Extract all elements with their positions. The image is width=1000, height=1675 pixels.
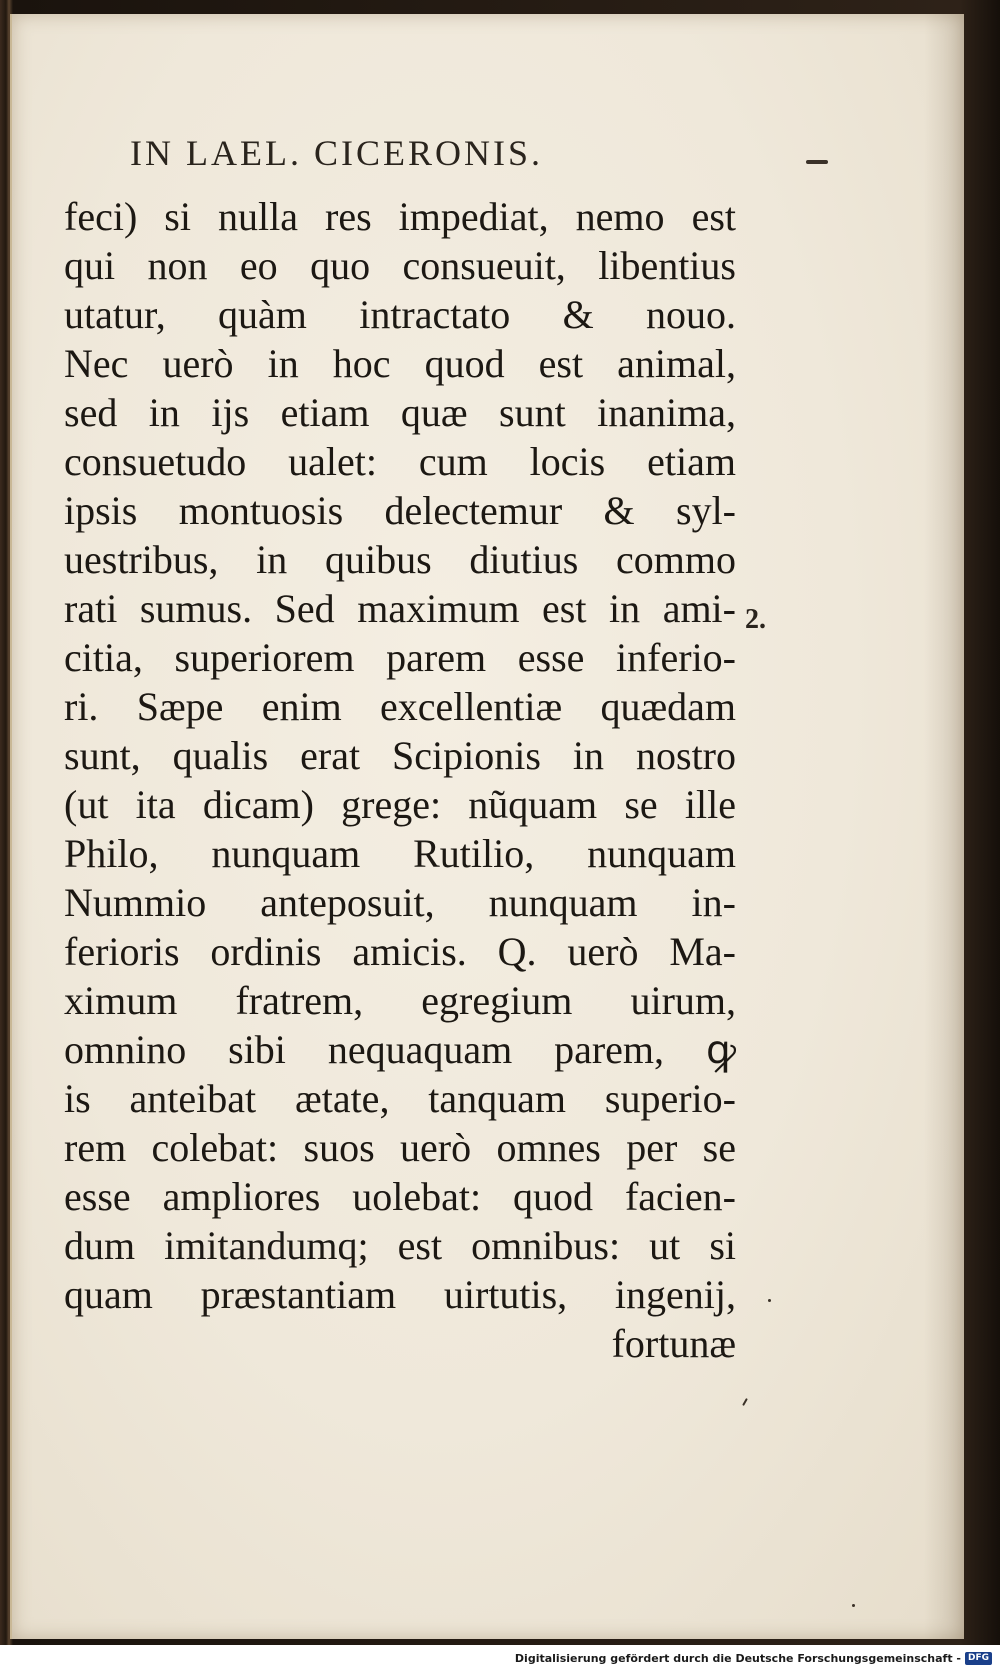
- text-block: [64, 192, 736, 1368]
- text-line: feci) si nulla res impediat, nemo est: [64, 194, 736, 239]
- text-line: esse ampliores uolebat: quod facien-: [64, 1174, 736, 1219]
- book-page: [10, 14, 964, 1639]
- text-line: Philo, nunquam Rutilio, nunquam: [64, 831, 736, 876]
- catchword: fortunæ: [611, 1321, 736, 1366]
- text-line: is anteibat ætate, tanquam superio-: [64, 1076, 736, 1121]
- ink-speck: [768, 1299, 771, 1302]
- text-line: Nec uerò in hoc quod est animal,: [64, 341, 736, 386]
- text-line: citia, superiorem parem esse inferio-: [64, 635, 736, 680]
- text-line: dum imitandumq; est omnibus: ut si: [64, 1223, 736, 1268]
- text-line: consuetudo ualet: cum locis etiam: [64, 439, 736, 484]
- text-line: uestribus, in quibus diutius commo: [64, 537, 736, 582]
- footer-credit-text: Digitalisierung gefördert durch die Deutsche Forschungsgemeinschaft -: [514, 1652, 961, 1665]
- ink-speck: [852, 1604, 855, 1607]
- text-line: ximum fratrem, egregium uirum,: [64, 978, 736, 1023]
- text-line: (ut ita dicam) grege: nũquam se ille: [64, 782, 736, 827]
- text-line: qui non eo quo consueuit, libentius: [64, 243, 736, 288]
- text-line: ipsis montuosis delectemur & syl-: [64, 488, 736, 533]
- margin-note: 2.: [745, 604, 766, 635]
- ink-speck: [806, 160, 828, 164]
- text-line: ferioris ordinis amicis. Q. uerò Ma-: [64, 929, 736, 974]
- footer-credit: [515, 1652, 992, 1665]
- text-line: rem colebat: suos uerò omnes per se: [64, 1125, 736, 1170]
- running-head: IN LAEL. CICERONIS.: [130, 133, 543, 173]
- text-line: omnino sibi nequaquam parem, ꝙ: [64, 1027, 736, 1072]
- dfg-logo-icon: DFG: [965, 1652, 992, 1665]
- text-line: quam præstantiam uirtutis, ingenij,: [64, 1272, 736, 1317]
- text-line: utatur, quàm intractato & nouo.: [64, 292, 736, 337]
- text-line: sed in ijs etiam quæ sunt inanima,: [64, 390, 736, 435]
- text-line: rati sumus. Sed maximum est in ami-: [64, 586, 736, 631]
- text-line: Nummio anteposuit, nunquam in-: [64, 880, 736, 925]
- footer-bar: [0, 1645, 1000, 1675]
- ink-speck: [742, 1398, 748, 1406]
- text-line: sunt, qualis erat Scipionis in nostro: [64, 733, 736, 778]
- text-line: ri. Sæpe enim excellentiæ quædam: [64, 684, 736, 729]
